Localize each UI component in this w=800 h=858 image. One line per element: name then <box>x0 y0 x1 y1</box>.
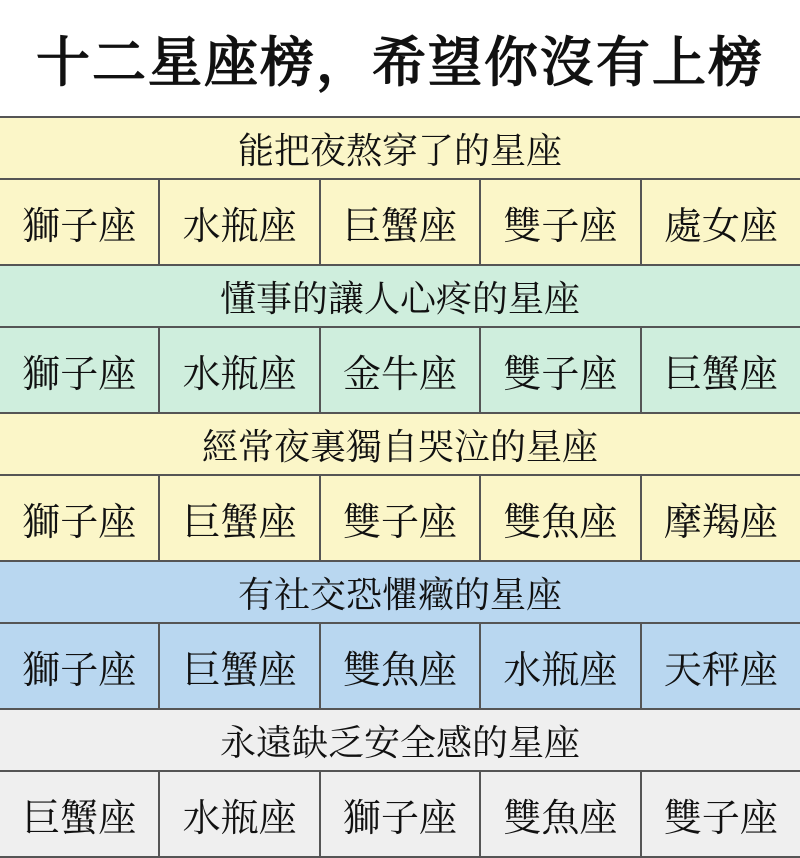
section-header: 懂事的讓人心疼的星座 <box>0 266 800 328</box>
sign-row <box>0 476 800 562</box>
sign-cell: 水瓶座 <box>160 180 320 264</box>
sign-cell: 水瓶座 <box>160 328 320 412</box>
sign-cell: 雙魚座 <box>481 772 641 856</box>
sign-cell: 雙子座 <box>321 476 481 560</box>
section-header: 永遠缺乏安全感的星座 <box>0 710 800 772</box>
sign-cell: 獅子座 <box>0 328 160 412</box>
sign-cell: 處女座 <box>663 203 778 248</box>
sign-cell: 天秤座 <box>663 647 778 692</box>
sign-cell: 獅子座 <box>321 772 481 856</box>
sign-row <box>0 624 800 710</box>
sign-cell: 巨蟹座 <box>160 476 320 560</box>
sign-cell: 金牛座 <box>321 328 481 412</box>
sign-cell: 雙魚座 <box>321 624 481 708</box>
sign-cell: 巨蟹座 <box>321 180 481 264</box>
ranking-table <box>0 118 800 858</box>
sign-cell: 雙子座 <box>481 180 641 264</box>
sign-cell: 巨蟹座 <box>663 351 778 396</box>
sign-cell: 雙子座 <box>663 795 778 840</box>
page-title: 十二星座榜，希望你沒有上榜 <box>0 0 800 118</box>
section-header: 經常夜裏獨自哭泣的星座 <box>0 414 800 476</box>
sign-row <box>0 328 800 414</box>
sign-cell: 獅子座 <box>0 476 160 560</box>
sign-cell: 摩羯座 <box>663 499 778 544</box>
sign-row <box>0 772 800 858</box>
sign-cell: 巨蟹座 <box>160 624 320 708</box>
sign-cell: 獅子座 <box>0 180 160 264</box>
section-header: 能把夜熬穿了的星座 <box>0 118 800 180</box>
sign-cell: 水瓶座 <box>160 772 320 856</box>
sign-cell: 雙魚座 <box>481 476 641 560</box>
section-header: 有社交恐懼癥的星座 <box>0 562 800 624</box>
sign-row <box>0 180 800 266</box>
sign-cell: 獅子座 <box>0 624 160 708</box>
sign-cell: 巨蟹座 <box>0 772 160 856</box>
sign-cell: 雙子座 <box>481 328 641 412</box>
sign-cell: 水瓶座 <box>481 624 641 708</box>
